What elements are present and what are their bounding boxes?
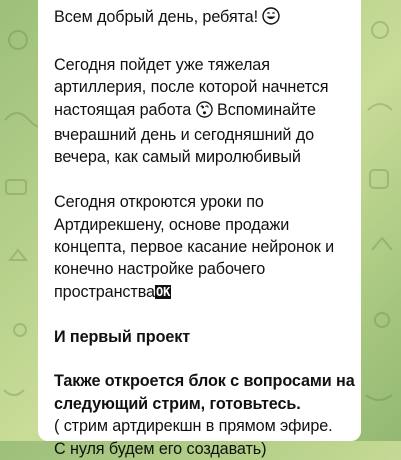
p2-line-5: вечера, как самый миролюбивый	[54, 148, 301, 167]
p3-line-5: пространства	[54, 282, 155, 301]
message-paragraph-2	[54, 54, 361, 169]
p2-line-1: Сегодня пойдет уже тяжелая	[54, 55, 270, 74]
p5-line-4: С нуля будем его создавать)	[54, 439, 267, 458]
p3-line-3: концепта, первое касание нейронок и	[54, 238, 335, 257]
p5-line-2: следующий стрим, готовьтесь.	[54, 394, 301, 413]
greeting-text: Всем добрый день, ребята!	[54, 8, 258, 26]
message-greeting	[54, 6, 361, 31]
p5-line-1: Также откроется блок с вопросами на	[54, 372, 355, 391]
p2-line-3a: настоящая работа	[54, 100, 192, 119]
message-paragraph-5	[54, 370, 361, 460]
p3-line-1: Сегодня откроются уроки по	[54, 193, 264, 212]
p5-line-3: ( стрим артдирекшн в прямом эфире.	[54, 417, 333, 436]
dizzy-face-icon	[196, 101, 213, 124]
message-paragraph-4: И первый проект	[54, 327, 191, 346]
p3-line-4: конечно настройке рабочего	[54, 260, 266, 279]
grinning-face-icon	[262, 7, 280, 31]
message-paragraph-3	[54, 191, 361, 303]
p2-line-3b: Вспоминайте	[217, 100, 316, 119]
p3-line-2: Артдирекшену, основе продажи	[54, 215, 290, 234]
p2-line-4: вчерашний день и сегодняшний до	[54, 126, 314, 145]
p2-line-2: артиллерия, после которой начнется	[54, 78, 329, 97]
ok-badge-icon: OK	[155, 284, 171, 299]
message-bubble[interactable]	[38, 0, 361, 458]
